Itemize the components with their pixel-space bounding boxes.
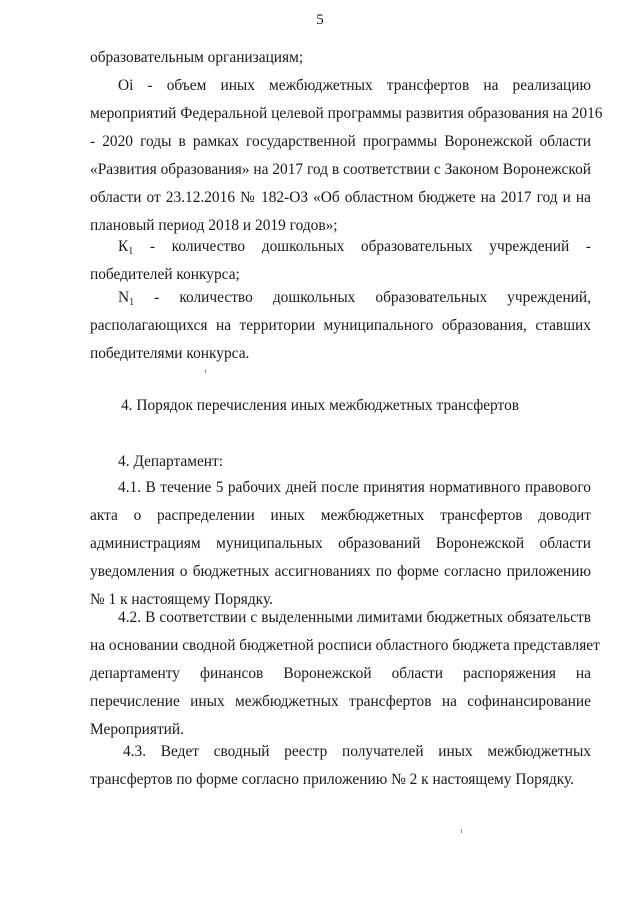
scan-speck bbox=[461, 829, 462, 833]
text-line: победителями конкурса. bbox=[90, 345, 250, 362]
variable-symbol: К bbox=[118, 238, 129, 255]
page-number: 5 bbox=[316, 12, 324, 28]
text-line: администрациям муниципальных образований Воронежской области bbox=[90, 535, 591, 552]
text-line: департаменту финансов Воронежской области распоряжения на bbox=[90, 665, 591, 682]
variable-symbol: N bbox=[118, 289, 130, 306]
text-line: «Развития образования» на 2017 год в соответствии с Законом Воронежской bbox=[90, 161, 591, 178]
paragraph-n1-definition bbox=[90, 284, 591, 368]
text-line: № 1 к настоящему Порядку. bbox=[90, 591, 273, 608]
text-line bbox=[90, 233, 591, 261]
text-line: мероприятий Федеральной целевой программы развития образования на 2016 bbox=[90, 105, 603, 122]
text-line: 4.3. Ведет сводный реестр получателей иных межбюджетных bbox=[123, 743, 591, 760]
variable-subscript: 1 bbox=[129, 297, 135, 308]
text-line: победителей конкурса; bbox=[90, 266, 240, 283]
paragraph-item-4-3 bbox=[90, 738, 591, 794]
scan-speck bbox=[205, 369, 206, 373]
text-line bbox=[90, 284, 591, 312]
text-line: - 2020 годы в рамках государственной программы Воронежской области bbox=[90, 133, 591, 150]
paragraph-oi-definition bbox=[90, 72, 603, 240]
text-line: трансфертов по форме согласно приложению № 2 к настоящему Порядку. bbox=[90, 771, 575, 788]
text-line: образовательным организациям; bbox=[90, 49, 304, 66]
paragraph-k1-definition bbox=[90, 233, 591, 289]
text-line: области от 23.12.2016 № 182-ОЗ «Об областном бюджете на 2017 год и на bbox=[90, 189, 591, 206]
text-line: 4.1. В течение 5 рабочих дней после принятия нормативного правового bbox=[118, 479, 591, 496]
paragraph-item-4-1 bbox=[90, 474, 591, 614]
text-line: Мероприятий. bbox=[90, 721, 184, 738]
text-line: 4.2. В соответствии с выделенными лимитами бюджетных обязательств bbox=[118, 609, 591, 626]
text-fragment: - количество дошкольных образовательных учреждений - bbox=[133, 238, 591, 255]
text-line: располагающихся на территории муниципального образования, ставших bbox=[90, 317, 591, 334]
section-heading: 4. Порядок перечисления иных межбюджетных трансфертов bbox=[120, 397, 520, 414]
text-line: на основании сводной бюджетной росписи областного бюджета представляет bbox=[90, 637, 600, 654]
variable-subscript: 1 bbox=[128, 246, 134, 257]
department-line: 4. Департамент: bbox=[118, 453, 224, 470]
text-line: перечисление иных межбюджетных трансфертов на софинансирование bbox=[90, 693, 591, 710]
paragraph-organizations bbox=[90, 44, 591, 72]
text-line: уведомления о бюджетных ассигнованиях по форме согласно приложению bbox=[90, 563, 591, 580]
text-line: Оi - объем иных межбюджетных трансфертов на реализацию bbox=[118, 77, 591, 94]
paragraph-item-4-2 bbox=[90, 604, 600, 744]
text-line: плановый период 2018 и 2019 годов»; bbox=[90, 217, 338, 234]
text-line: акта о распределении иных межбюджетных трансфертов доводит bbox=[90, 507, 591, 524]
text-fragment: - количество дошкольных образовательных учреждений, bbox=[134, 289, 591, 306]
